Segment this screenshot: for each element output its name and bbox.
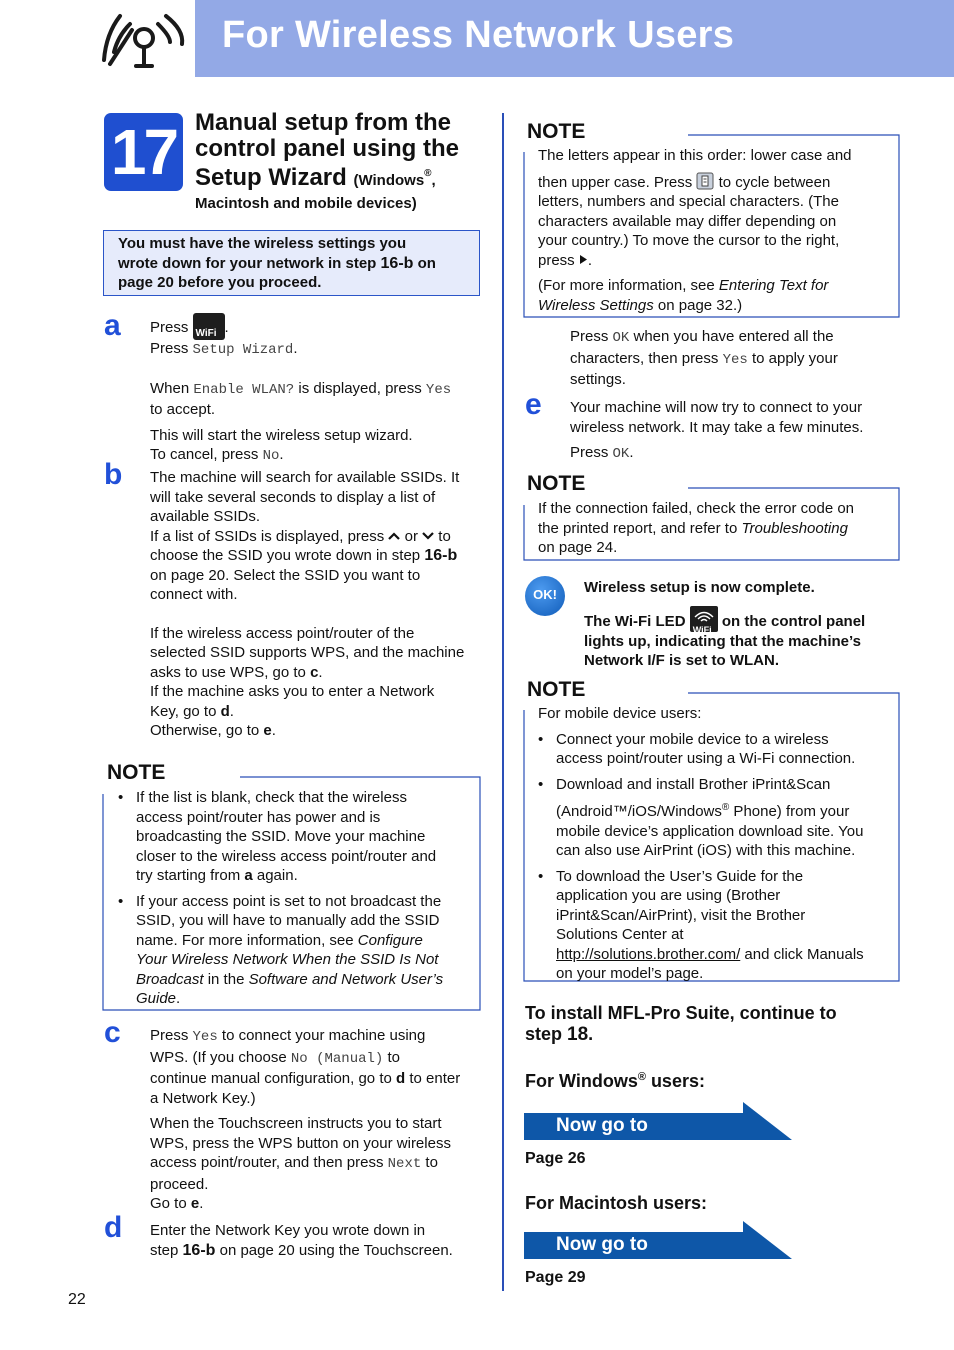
bullet-dot: • bbox=[118, 789, 124, 806]
text-part: Press bbox=[570, 328, 613, 345]
note-line: Connect your mobile device to a wireless bbox=[556, 730, 829, 748]
note-heading: NOTE bbox=[107, 761, 166, 784]
text-part: . bbox=[199, 1195, 204, 1212]
note-r2-body bbox=[538, 499, 893, 558]
note-line bbox=[136, 970, 470, 990]
text-press: Press bbox=[150, 319, 189, 336]
text-part: step bbox=[150, 1241, 183, 1259]
text-part: To cancel, press bbox=[150, 446, 263, 463]
text-part: When bbox=[150, 379, 194, 397]
step-title-line bbox=[195, 161, 485, 194]
install-line: To install MFL-Pro Suite, continue to bbox=[525, 1003, 837, 1023]
text-part: to enter bbox=[405, 1070, 461, 1087]
note-line: If the list is blank, check that the wireless bbox=[136, 789, 407, 806]
substep-b-line: on page 20. Select the SSID you want to bbox=[150, 566, 421, 584]
note-r1-body bbox=[538, 146, 893, 315]
text-italic: Software and Network User’s bbox=[248, 970, 444, 988]
text-part: . bbox=[587, 251, 593, 269]
text-part: . bbox=[279, 446, 284, 463]
bullet-dot: • bbox=[538, 730, 544, 748]
lcd-text-yes: Yes bbox=[192, 1029, 218, 1045]
install-heading bbox=[525, 1003, 895, 1045]
step-number: 17 bbox=[110, 116, 177, 188]
text-part: The Wi-Fi LED bbox=[584, 612, 690, 630]
substep-b-text bbox=[150, 468, 490, 741]
text-period: . bbox=[224, 319, 229, 336]
text-part: Press bbox=[150, 340, 193, 357]
note-r3-body bbox=[538, 704, 893, 984]
text-part: when you have entered all the bbox=[629, 328, 834, 345]
wifi-led-icon bbox=[690, 606, 718, 635]
substep-b-line: If the wireless access point/router of the bbox=[150, 624, 415, 642]
note-line bbox=[538, 276, 893, 296]
lcd-text-ok: OK bbox=[612, 330, 630, 346]
text-part: to connect your machine using bbox=[217, 1027, 426, 1044]
note-line: on page 24. bbox=[538, 539, 618, 556]
substep-a-line bbox=[150, 379, 490, 401]
text-part: try starting from bbox=[136, 867, 245, 884]
text-part: (For more information, see bbox=[538, 277, 719, 294]
substep-a-line bbox=[150, 313, 490, 339]
text-part: choose the SSID you wrote down in step bbox=[150, 547, 425, 564]
step-ref: 16-b bbox=[424, 547, 458, 564]
substep-d-line: settings. bbox=[570, 371, 626, 388]
substep-d-line bbox=[570, 327, 900, 349]
requirement-text-part: wrote down for your network in step bbox=[118, 254, 381, 272]
brother-solutions-link[interactable]: http://solutions.brother.com/ bbox=[556, 945, 741, 963]
lcd-text-no: No bbox=[262, 448, 280, 464]
note-bullet bbox=[538, 867, 893, 984]
substep-b-line bbox=[150, 702, 490, 722]
ok-line: lights up, indicating that the machine’s bbox=[584, 632, 861, 650]
text-part: again. bbox=[252, 867, 298, 884]
note-line: your country.) To move the cursor to the right, bbox=[538, 232, 840, 249]
substep-letter-c: c bbox=[104, 1016, 121, 1049]
substep-e-text bbox=[570, 398, 900, 465]
substep-a-line: This will start the wireless setup wizard. bbox=[150, 426, 413, 444]
text-part: For Windows bbox=[525, 1071, 638, 1091]
substep-c-line bbox=[150, 1048, 490, 1070]
note-line: For mobile device users: bbox=[538, 705, 702, 722]
text-part: . bbox=[229, 702, 234, 720]
registered-mark: ® bbox=[721, 802, 730, 813]
text-part: or bbox=[400, 527, 423, 545]
text-italic: Your Wireless Network When the SSID Is Not bbox=[136, 951, 439, 968]
ok-line: Wireless setup is now complete. bbox=[584, 579, 815, 596]
substep-c-line bbox=[150, 1069, 490, 1089]
note-bullet bbox=[538, 775, 893, 861]
bullet-dot: • bbox=[538, 775, 544, 793]
substep-letter-b: b bbox=[104, 458, 123, 491]
text-part: WPS. (If you choose bbox=[150, 1048, 291, 1066]
substep-b-line: will take several seconds to display a list of bbox=[150, 488, 436, 506]
text-part: on the control panel bbox=[717, 612, 866, 630]
substep-a-text bbox=[150, 313, 490, 467]
text-part: on page 32.) bbox=[653, 296, 743, 314]
note-line bbox=[136, 989, 470, 1009]
substep-b-line: The machine will search for available SSIDs. It bbox=[150, 469, 460, 486]
step-ref: 18 bbox=[567, 1024, 589, 1045]
ok-line bbox=[584, 606, 904, 635]
windows-page-ref: Page 26 bbox=[525, 1150, 586, 1167]
text-part: Key, go to bbox=[150, 702, 221, 720]
text-part: continue manual configuration, go to bbox=[150, 1070, 396, 1087]
note-line: access point/router has power and is bbox=[136, 808, 381, 826]
note-line: Download and install Brother iPrint&Scan bbox=[556, 775, 831, 793]
requirement-text bbox=[118, 234, 470, 293]
substep-ref: a bbox=[244, 867, 253, 884]
text-part: . bbox=[318, 663, 323, 681]
note-line bbox=[556, 798, 893, 822]
wifi-label: WiFi bbox=[692, 624, 712, 635]
mac-page-ref: Page 29 bbox=[525, 1269, 586, 1286]
bullet-dot: • bbox=[118, 892, 124, 910]
bullet-dot: • bbox=[538, 867, 544, 885]
character-mode-key-icon bbox=[696, 172, 714, 190]
text-part: Press bbox=[150, 1027, 193, 1044]
note-bullet bbox=[538, 730, 893, 769]
substep-b-line bbox=[150, 546, 490, 566]
substep-c-line bbox=[150, 1026, 490, 1048]
lcd-text-no-manual: No (Manual) bbox=[290, 1050, 384, 1067]
substep-b-line: selected SSID supports WPS, and the machine bbox=[150, 644, 465, 661]
windows-users-heading bbox=[525, 1071, 705, 1092]
requirement-text-part: on bbox=[413, 254, 436, 272]
note-line bbox=[538, 172, 893, 193]
note-line: can also use AirPrint (iOS) with this machine. bbox=[556, 842, 856, 859]
mac-users-heading: For Macintosh users: bbox=[525, 1193, 708, 1213]
note-line: The letters appear in this order: lower case and bbox=[538, 147, 852, 164]
note-line: mobile device’s application download site. You bbox=[556, 822, 864, 840]
text-part: to apply your bbox=[747, 349, 838, 367]
substep-d-continued bbox=[570, 327, 900, 390]
text-part: to bbox=[421, 1154, 438, 1171]
note-line bbox=[136, 950, 470, 970]
substep-letter-a: a bbox=[104, 309, 121, 342]
text-part: (Android™/iOS/Windows bbox=[556, 803, 722, 820]
substep-b-line: If the machine asks you to enter a Network bbox=[150, 683, 435, 700]
text-part: and click Manuals bbox=[740, 945, 864, 963]
note-line bbox=[136, 931, 470, 951]
note-line: If your access point is set to not broadcast the bbox=[136, 892, 442, 910]
text-part: name. For more information, see bbox=[136, 931, 358, 949]
wireless-icon bbox=[100, 8, 190, 70]
substep-letter-d: d bbox=[104, 1211, 123, 1244]
substep-a-line: to accept. bbox=[150, 401, 216, 418]
note-bullet bbox=[118, 892, 470, 1009]
note-line: access point/router using a Wi-Fi connection. bbox=[556, 750, 856, 767]
right-arrow-icon bbox=[579, 254, 588, 265]
note-line: To download the User’s Guide for the bbox=[556, 867, 804, 885]
now-go-label-mac[interactable]: Now go to bbox=[556, 1234, 648, 1255]
substep-e-line bbox=[570, 443, 900, 465]
substep-ref: c bbox=[310, 663, 319, 681]
note-line bbox=[538, 251, 893, 271]
text-part: access point/router, and then press bbox=[150, 1154, 388, 1171]
substep-c-line: When the Touchscreen instructs you to start bbox=[150, 1115, 442, 1132]
lcd-text-enable-wlan: Enable WLAN? bbox=[193, 381, 295, 398]
note-line bbox=[556, 945, 893, 965]
lcd-text-next: Next bbox=[387, 1156, 422, 1172]
text-part: step bbox=[525, 1024, 568, 1044]
note-line: characters available may differ depending on bbox=[538, 212, 837, 230]
step-title bbox=[195, 110, 485, 214]
substep-ref: e bbox=[190, 1195, 200, 1212]
lcd-text-ok: OK bbox=[612, 446, 630, 462]
text-part: in the bbox=[203, 970, 249, 988]
note-line: broadcasting the SSID. Move your machine bbox=[136, 828, 426, 845]
lcd-text-yes: Yes bbox=[425, 381, 452, 398]
substep-b-line: connect with. bbox=[150, 586, 238, 603]
substep-b-line bbox=[150, 721, 490, 741]
substep-c-line: WPS, press the WPS button on your wireless bbox=[150, 1134, 451, 1152]
text-part: asks to use WPS, go to bbox=[150, 663, 311, 681]
requirement-line: You must have the wireless settings you bbox=[118, 235, 407, 252]
note-line: letters, numbers and special characters. (The bbox=[538, 193, 839, 210]
substep-b-line bbox=[150, 527, 490, 547]
ok-badge-label: OK! bbox=[533, 587, 557, 602]
requirement-line: page 20 before you proceed. bbox=[118, 274, 322, 291]
text-part: If a list of SSIDs is displayed, press bbox=[150, 527, 389, 545]
text-part: Press bbox=[570, 444, 613, 461]
text-part: . bbox=[176, 990, 181, 1007]
text-part: users: bbox=[645, 1071, 705, 1091]
note-line: If the connection failed, check the error code on bbox=[538, 500, 855, 517]
text-part: on page 20 using the Touchscreen. bbox=[215, 1241, 453, 1259]
text-italic: Guide bbox=[136, 990, 177, 1007]
text-italic: Entering Text for bbox=[718, 277, 829, 294]
step-title-line3: Setup Wizard bbox=[195, 164, 347, 191]
step-ref: 16-b bbox=[380, 254, 414, 272]
ok-text bbox=[584, 578, 904, 671]
note-line bbox=[538, 296, 893, 316]
substep-b-line bbox=[150, 663, 490, 683]
wifi-label: WiFi bbox=[195, 328, 217, 339]
page-header-title: For Wireless Network Users bbox=[222, 14, 735, 56]
note-line: on your model’s page. bbox=[556, 965, 704, 982]
step-title-comma: , bbox=[431, 172, 436, 189]
text-part: the printed report, and refer to bbox=[538, 519, 742, 537]
substep-c-line: a Network Key.) bbox=[150, 1089, 256, 1107]
text-part: . bbox=[629, 444, 634, 461]
text-part: is displayed, press bbox=[294, 379, 426, 397]
substep-d-line: Enter the Network Key you wrote down in bbox=[150, 1222, 426, 1239]
note-line: closer to the wireless access point/router and bbox=[136, 847, 437, 865]
text-italic: Configure bbox=[357, 931, 423, 949]
now-go-label-windows[interactable]: Now go to bbox=[556, 1115, 648, 1136]
text-part: then upper case. Press bbox=[538, 173, 697, 191]
note-bullet bbox=[118, 788, 470, 886]
text-part: to bbox=[434, 527, 451, 545]
ok-line: Network I/F is set to WLAN. bbox=[584, 652, 780, 669]
note-left-body bbox=[118, 788, 470, 1009]
step-title-paren: (Windows bbox=[353, 172, 425, 189]
substep-c-line bbox=[150, 1153, 490, 1175]
substep-d-line bbox=[150, 1241, 495, 1261]
step-ref: 16-b bbox=[182, 1241, 216, 1259]
substep-c-text bbox=[150, 1026, 490, 1214]
note-heading: NOTE bbox=[527, 120, 586, 143]
note-line: Solutions Center at bbox=[556, 926, 684, 943]
note-line: application you are using (Brother bbox=[556, 887, 781, 904]
wifi-button-icon bbox=[193, 313, 225, 340]
text-italic: Wireless Settings bbox=[538, 296, 654, 314]
step-title-line: Manual setup from the bbox=[195, 109, 452, 136]
up-arrow-icon bbox=[388, 531, 400, 541]
text-part: . bbox=[293, 340, 298, 357]
registered-mark: ® bbox=[424, 168, 432, 179]
substep-d-text bbox=[150, 1221, 495, 1260]
note-line: iPrint&Scan/AirPrint), visit the Brother bbox=[556, 906, 806, 924]
column-divider bbox=[502, 113, 504, 1291]
substep-b-line: available SSIDs. bbox=[150, 508, 261, 525]
install-line bbox=[525, 1024, 895, 1045]
substep-e-line: wireless network. It may take a few minutes. bbox=[570, 418, 864, 436]
substep-c-line bbox=[150, 1194, 490, 1214]
substep-letter-e: e bbox=[525, 388, 542, 421]
lcd-text-setup-wizard: Setup Wizard bbox=[192, 342, 294, 358]
note-heading: NOTE bbox=[527, 678, 586, 701]
substep-ref: d bbox=[396, 1070, 406, 1087]
substep-c-line: proceed. bbox=[150, 1175, 209, 1193]
text-part: . bbox=[588, 1024, 594, 1044]
step-title-line: control panel using the bbox=[195, 134, 460, 162]
page-number: 22 bbox=[68, 1291, 86, 1308]
note-heading: NOTE bbox=[527, 472, 586, 495]
note-line bbox=[538, 519, 893, 539]
substep-e-line: Your machine will now try to connect to your bbox=[570, 399, 863, 416]
text-part: Phone) from your bbox=[729, 803, 850, 820]
lcd-text-yes: Yes bbox=[722, 351, 748, 368]
text-part: Go to bbox=[150, 1195, 191, 1212]
substep-a-line bbox=[150, 445, 490, 467]
text-part: . bbox=[271, 722, 276, 739]
note-line bbox=[136, 866, 470, 886]
text-part: to bbox=[383, 1048, 400, 1066]
substep-d-line bbox=[570, 349, 900, 371]
text-part: press bbox=[538, 251, 579, 269]
substep-ref: e bbox=[263, 722, 272, 739]
registered-mark: ® bbox=[637, 1071, 646, 1083]
substep-ref: d bbox=[220, 702, 230, 720]
step-title-line4: Macintosh and mobile devices) bbox=[195, 194, 417, 212]
text-part: Otherwise, go to bbox=[150, 722, 264, 739]
text-part: characters, then press bbox=[570, 349, 723, 367]
down-arrow-icon bbox=[422, 531, 434, 541]
text-italic: Troubleshooting bbox=[741, 519, 848, 537]
requirement-line bbox=[118, 254, 470, 274]
text-italic: Broadcast bbox=[136, 970, 204, 988]
text-part: to cycle between bbox=[714, 173, 831, 191]
note-line: SSID, you will have to manually add the SSID bbox=[136, 912, 440, 929]
